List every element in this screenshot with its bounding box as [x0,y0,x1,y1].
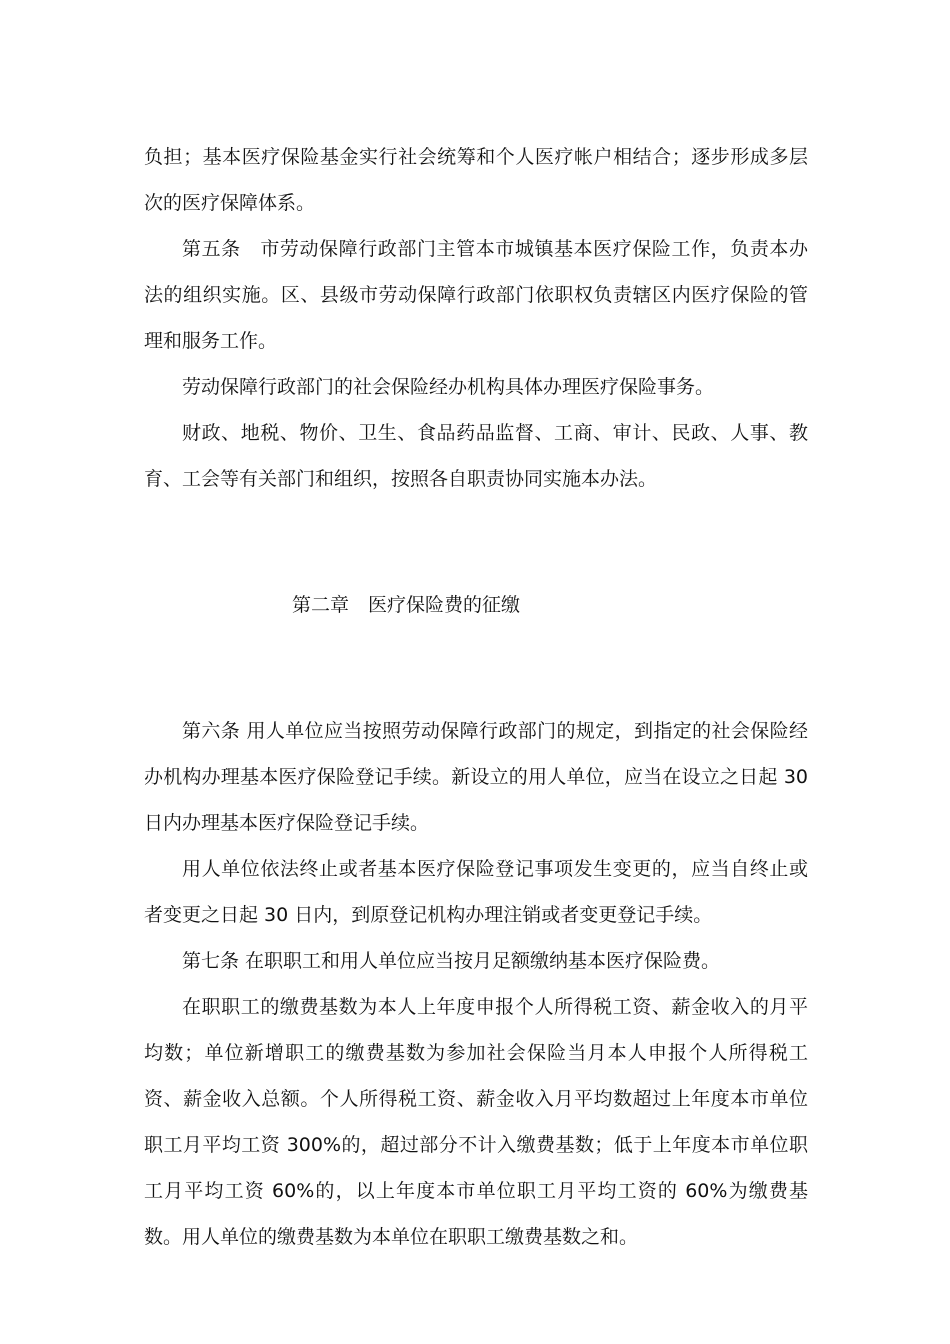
paragraph-article-5-agency: 劳动保障行政部门的社会保险经办机构具体办理医疗保险事务。 [182,376,715,398]
paragraph-article-5: 第五条 市劳动保障行政部门主管本市城镇基本医疗保险工作，负责本办法的组织实施。区、县级市劳动保障行政部门依职权负责辖区内医疗保险的管理和服务工作。 [144,238,808,352]
paragraph-article-6: 第六条 用人单位应当按照劳动保障行政部门的规定，到指定的社会保险经办机构办理基本医疗保险登记手续。新设立的用人单位，应当在设立之日起 30 日内办理基本医疗保险登记手续。 [144,720,808,834]
paragraph-health-fund-continuation: 负担；基本医疗保险基金实行社会统筹和个人医疗帐户相结合；逐步形成多层次的医疗保障体系。 [144,146,808,214]
paragraphs-after [144,708,808,1260]
paragraph-article-5-departments: 财政、地税、物价、卫生、食品药品监督、工商、审计、民政、人事、教育、工会等有关部门和组织，按照各自职责协同实施本办法。 [144,422,808,490]
paragraph-article-6-changes: 用人单位依法终止或者基本医疗保险登记事项发生变更的，应当自终止或者变更之日起 30 日内，到原登记机构办理注销或者变更登记手续。 [144,858,808,926]
paragraph-article-7-contribution-base: 在职职工的缴费基数为本人上年度申报个人所得税工资、薪金收入的月平均数；单位新增职工的缴费基数为参加社会保险当月本人申报个人所得税工资、薪金收入总额。个人所得税工资、薪金收入月平均数超过上年度本市单位职工月平均工资 300%的，超过部分不计入缴费基数；低于上年度本市单位职工月平均工资 60%的，以上年度本市单位职工月平均工资的 60%为缴费基数。用人单位的缴费基数为本单位在职职工缴费基数之和。 [144,996,808,1248]
document-body [144,134,808,1260]
paragraph-article-7: 第七条 在职职工和用人单位应当按月足额缴纳基本医疗保险费。 [182,950,721,972]
paragraphs-before [144,134,808,502]
chapter-title: 第二章 医疗保险费的征缴 [292,594,521,616]
